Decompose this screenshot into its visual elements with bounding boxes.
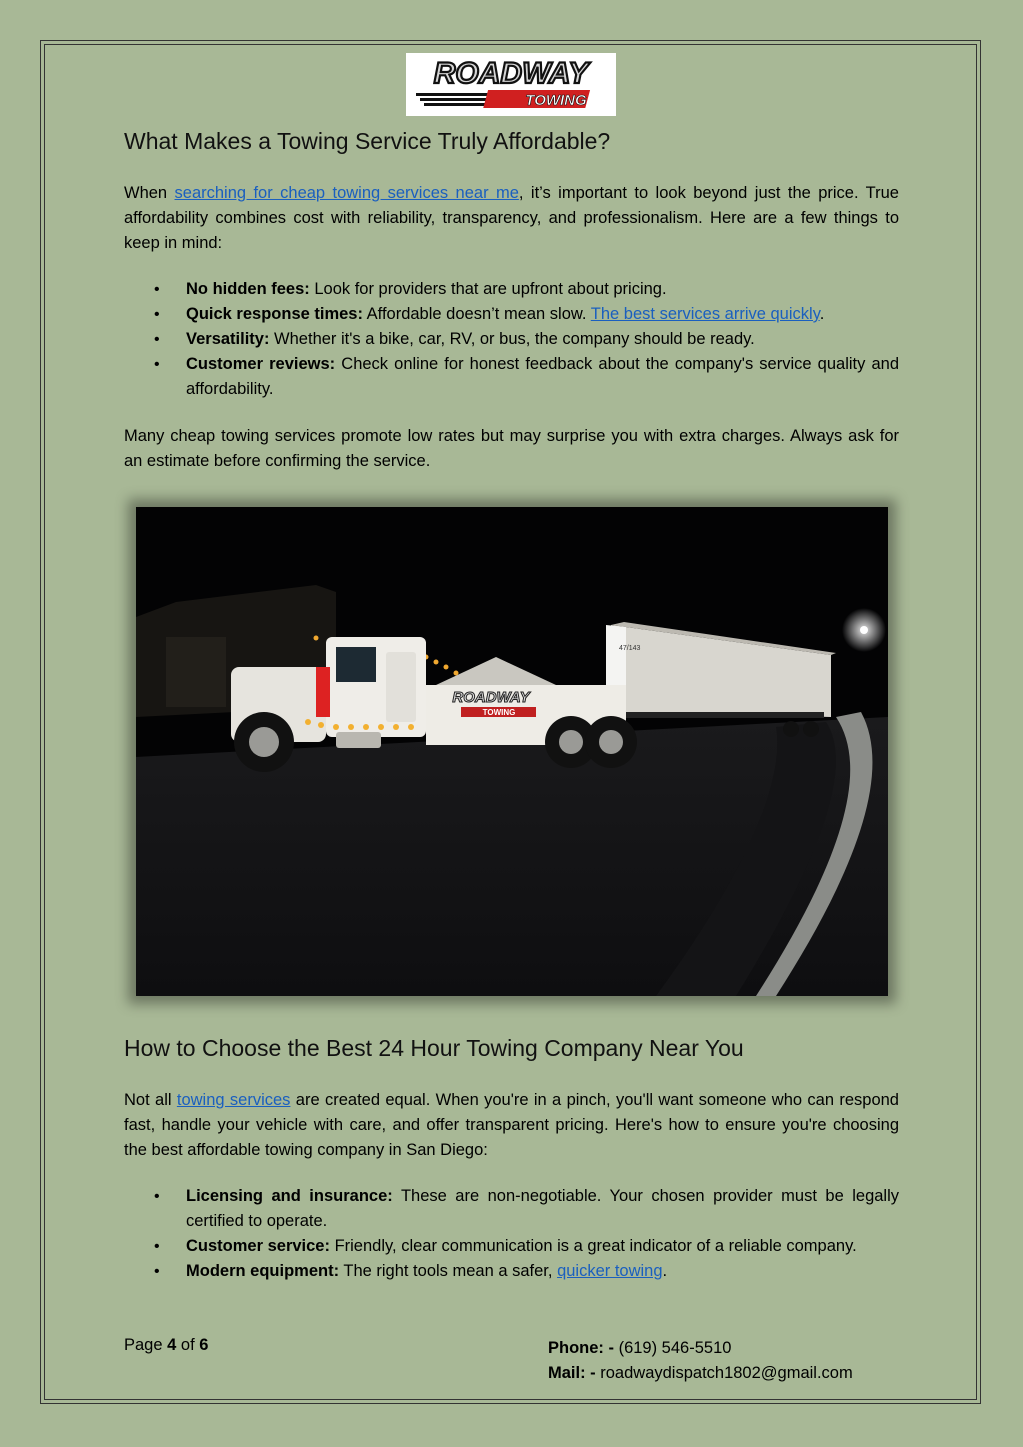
svg-text:ROADWAY: ROADWAY — [433, 57, 589, 90]
link-best-services-arrive-quickly[interactable]: The best services arrive quickly — [590, 305, 820, 323]
link-quicker-towing[interactable]: quicker towing — [557, 1262, 663, 1280]
section-affordable — [124, 128, 899, 155]
contact-info — [548, 1336, 853, 1386]
section-choose-best — [124, 1035, 899, 1062]
list-item: • Versatility: Whether it's a bike, car, RV, or bus, the company should be ready. — [124, 327, 899, 352]
list-item: • Licensing and insurance: These are non-negotiable. Your chosen provider must be legally certified to operate. — [124, 1184, 899, 1234]
contact-mail: Mail: - roadwaydispatch1802@gmail.com — [548, 1364, 853, 1382]
list-choose-tips — [124, 1184, 899, 1284]
list-item: • Customer reviews: Check online for honest feedback about the company's service quality and affordability. — [124, 352, 899, 402]
list-item: • Customer service: Friendly, clear communication is a great indicator of a reliable company. — [124, 1234, 899, 1259]
svg-text:47/143: 47/143 — [619, 645, 641, 652]
roadway-towing-logo — [406, 53, 616, 116]
svg-text:TOWING: TOWING — [525, 92, 587, 109]
link-towing-services[interactable]: towing services — [176, 1091, 291, 1109]
paragraph-affordable-intro: When searching for cheap towing services near me, it’s important to look beyond just the price. True affordability combines cost with reliability, transparency, and professionalism. Here are a few things to keep in mind: — [124, 184, 899, 252]
paragraph-choose-intro: Not all towing services are created equal. When you're in a pinch, you'll want someone who can respond fast, handle your vehicle with care, and offer transparent pricing. Here's how to ensure you're choosing the best affordable towing company in San Diego: — [124, 1091, 899, 1159]
contact-phone: Phone: - (619) 546-5510 — [548, 1339, 732, 1357]
list-item: • No hidden fees: Look for providers that are upfront about pricing. — [124, 277, 899, 302]
paragraph-affordable-closing: Many cheap towing services promote low rates but may surprise you with extra charges. Always ask for an estimate before confirming the service. — [124, 427, 899, 470]
heading-affordable: What Makes a Towing Service Truly Affordable? — [124, 128, 611, 154]
svg-text:TOWING: TOWING — [482, 708, 516, 717]
tow-truck-night-photo — [136, 507, 888, 996]
list-item: • Quick response times: Affordable doesn’t mean slow. The best services arrive quickly. — [124, 302, 899, 327]
list-affordable-tips — [124, 277, 899, 402]
page-number: Page 4 of 6 — [124, 1336, 209, 1354]
heading-choose-best: How to Choose the Best 24 Hour Towing Company Near You — [124, 1035, 744, 1061]
svg-text:ROADWAY: ROADWAY — [452, 689, 530, 706]
link-cheap-towing-near-me[interactable]: searching for cheap towing services near me — [174, 184, 519, 202]
list-item: • Modern equipment: The right tools mean a safer, quicker towing. — [124, 1259, 899, 1284]
